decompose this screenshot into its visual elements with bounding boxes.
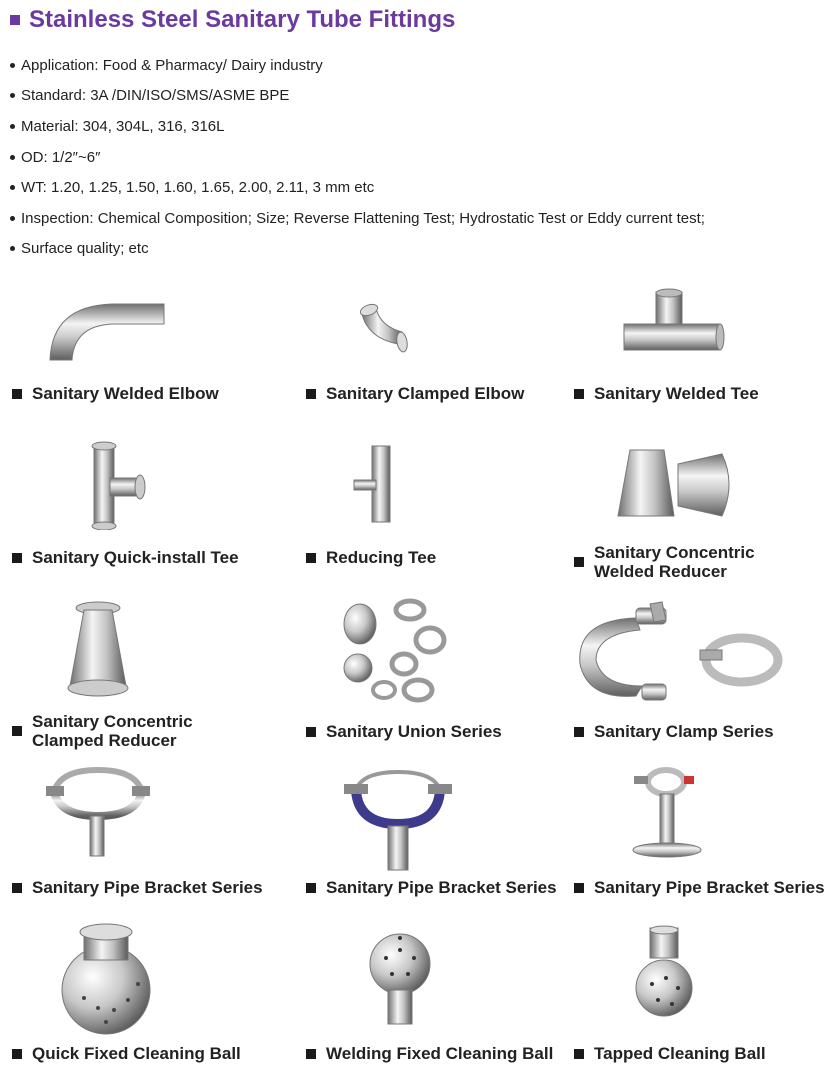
tapped-cleaning-ball-icon xyxy=(632,924,696,1028)
clamp-series-icon xyxy=(566,600,784,710)
product-label: Sanitary Pipe Bracket Series xyxy=(306,878,557,897)
spec-item: Standard: 3A /DIN/ISO/SMS/ASME BPE xyxy=(10,81,705,112)
spec-item: Inspection: Chemical Composition; Size; Reverse Flattening Test; Hydrostatic Test or Eddy current test; xyxy=(10,203,705,234)
square-bullet-icon xyxy=(12,389,22,399)
product-label: Welding Fixed Cleaning Ball xyxy=(306,1044,553,1063)
bullet-dot-icon xyxy=(10,185,15,190)
bullet-dot-icon xyxy=(10,63,15,68)
union-series-icon xyxy=(318,594,454,704)
product-label: Sanitary Union Series xyxy=(306,722,502,741)
product-label: Sanitary Concentric Welded Reducer xyxy=(574,543,755,581)
product-label: Sanitary Clamped Elbow xyxy=(306,384,524,403)
square-bullet-icon xyxy=(574,1049,584,1059)
bullet-dot-icon xyxy=(10,155,15,160)
spec-item: Application: Food & Pharmacy/ Dairy industry xyxy=(10,50,705,81)
spec-item: Material: 304, 304L, 316, 316L xyxy=(10,111,705,142)
spec-item: WT: 1.20, 1.25, 1.50, 1.60, 1.65, 2.00, 2.11, 3 mm etc xyxy=(10,172,705,203)
quick-cleaning-ball-icon xyxy=(54,918,158,1036)
product-label: Quick Fixed Cleaning Ball xyxy=(12,1044,241,1063)
bullet-dot-icon xyxy=(10,93,15,98)
bullet-dot-icon xyxy=(10,216,15,221)
square-bullet-icon xyxy=(306,883,316,893)
reducing-tee-icon xyxy=(350,442,410,526)
product-label: Sanitary Clamp Series xyxy=(574,722,774,741)
clamped-reducer-icon xyxy=(62,600,134,700)
bullet-dot-icon xyxy=(10,246,15,251)
pipe-bracket-rubber-icon xyxy=(338,766,458,874)
product-label: Sanitary Welded Tee xyxy=(574,384,759,403)
spec-item: Surface quality; etc xyxy=(10,234,705,265)
square-bullet-icon xyxy=(574,727,584,737)
title-text: Stainless Steel Sanitary Tube Fittings xyxy=(29,6,456,33)
product-label: Sanitary Pipe Bracket Series xyxy=(574,878,825,897)
square-bullet-icon xyxy=(574,883,584,893)
welded-reducer-icon xyxy=(612,444,738,524)
square-bullet-icon xyxy=(12,553,22,563)
welded-elbow-icon xyxy=(42,298,172,370)
clamped-elbow-icon xyxy=(350,288,426,364)
square-bullet-icon xyxy=(306,389,316,399)
bullet-dot-icon xyxy=(10,124,15,129)
product-label: Sanitary Pipe Bracket Series xyxy=(12,878,263,897)
product-label: Sanitary Welded Elbow xyxy=(12,384,219,403)
spec-item: OD: 1/2″~6″ xyxy=(10,142,705,173)
welded-tee-icon xyxy=(616,286,726,366)
page-title xyxy=(10,6,455,34)
product-label: Tapped Cleaning Ball xyxy=(574,1044,766,1063)
square-bullet-icon xyxy=(12,883,22,893)
product-label: Sanitary Concentric Clamped Reducer xyxy=(12,712,193,750)
pipe-bracket-icon xyxy=(40,766,156,860)
square-bullet-icon xyxy=(12,726,22,736)
product-label: Reducing Tee xyxy=(306,548,436,567)
pipe-bracket-base-icon xyxy=(620,764,706,862)
quick-install-tee-icon xyxy=(80,440,150,530)
square-bullet-icon xyxy=(574,557,584,567)
square-bullet-icon xyxy=(306,1049,316,1059)
title-square-icon xyxy=(10,15,20,25)
product-label: Sanitary Quick-install Tee xyxy=(12,548,239,567)
square-bullet-icon xyxy=(12,1049,22,1059)
square-bullet-icon xyxy=(306,553,316,563)
square-bullet-icon xyxy=(574,389,584,399)
welding-cleaning-ball-icon xyxy=(366,928,434,1028)
spec-list xyxy=(10,50,705,264)
square-bullet-icon xyxy=(306,727,316,737)
